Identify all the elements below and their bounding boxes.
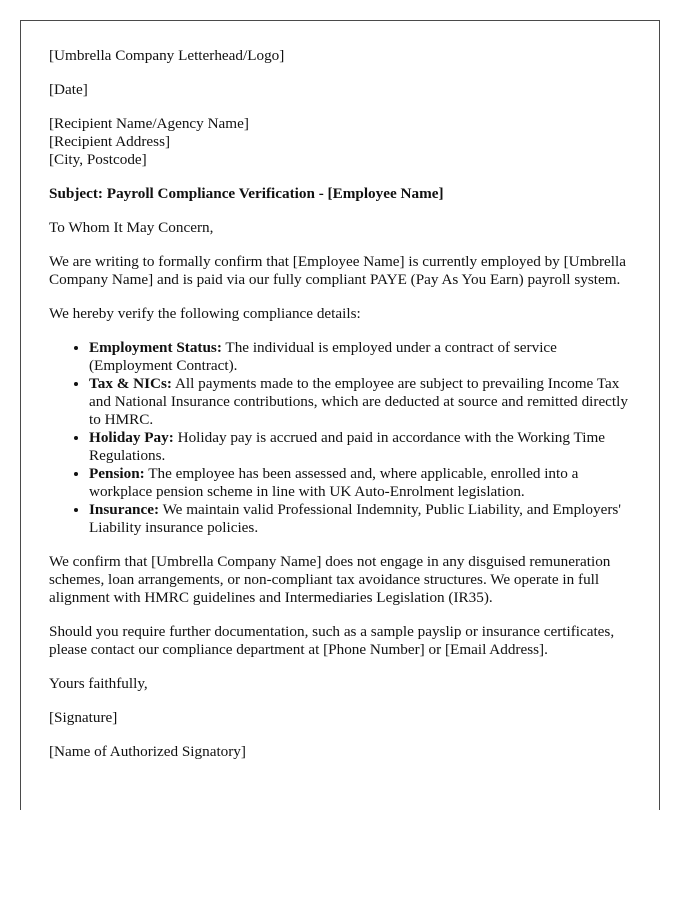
detail-text: The employee has been assessed and, where applicable, enrolled into a workplace pension scheme in line with UK Auto-Enrolment legislation. (89, 465, 579, 500)
recipient-address: [Recipient Address] (49, 133, 171, 150)
list-item (89, 429, 631, 465)
subject-line: Subject: Payroll Compliance Verification - [Employee Name] (49, 185, 444, 202)
detail-label: Employment Status: (89, 339, 222, 356)
detail-text: The individual is employed under a contract of service (Employment Contract). (89, 339, 557, 374)
list-item (89, 375, 631, 429)
verify-intro: We hereby verify the following compliance details: (49, 305, 361, 322)
detail-label: Holiday Pay: (89, 429, 174, 446)
recipient-block (49, 115, 631, 169)
list-item (89, 465, 631, 501)
detail-label: Pension: (89, 465, 145, 482)
letter-date: [Date] (49, 81, 88, 98)
signatory-name: [Name of Authorized Signatory] (49, 743, 246, 760)
intro-paragraph: We are writing to formally confirm that [Employee Name] is currently employed by [Umbrella Company Name] and is paid via our fully compliant PAYE (Pay As You Earn) payroll system. (49, 253, 626, 288)
closing: Yours faithfully, (49, 675, 148, 692)
compliance-details-list (49, 339, 631, 537)
detail-text: Holiday pay is accrued and paid in accordance with the Working Time Regulations. (89, 429, 606, 464)
recipient-name: [Recipient Name/Agency Name] (49, 115, 249, 132)
signature-placeholder: [Signature] (49, 709, 118, 726)
detail-label: Insurance: (89, 501, 160, 518)
confirmation-paragraph: We confirm that [Umbrella Company Name] does not engage in any disguised remuneration schemes, loan arrangements, or non-compliant tax avoidance structures. We operate in full alignment with HMRC guidelines and Intermediaries Legislation (IR35). (49, 553, 611, 606)
list-item (89, 339, 631, 375)
salutation: To Whom It May Concern, (49, 219, 214, 236)
contact-paragraph: Should you require further documentation, such as a sample payslip or insurance certificates, please contact our compliance department at [Phone Number] or [Email Address]. (49, 623, 615, 658)
detail-text: We maintain valid Professional Indemnity, Public Liability, and Employers' Liability insurance policies. (89, 501, 622, 536)
letterhead: [Umbrella Company Letterhead/Logo] (49, 47, 285, 64)
letter-page (20, 20, 660, 810)
list-item (89, 501, 631, 537)
detail-label: Tax & NICs: (89, 375, 172, 392)
recipient-city: [City, Postcode] (49, 151, 147, 168)
detail-text: All payments made to the employee are subject to prevailing Income Tax and National Insurance contributions, which are deducted at source and remitted directly to HMRC. (89, 375, 628, 428)
